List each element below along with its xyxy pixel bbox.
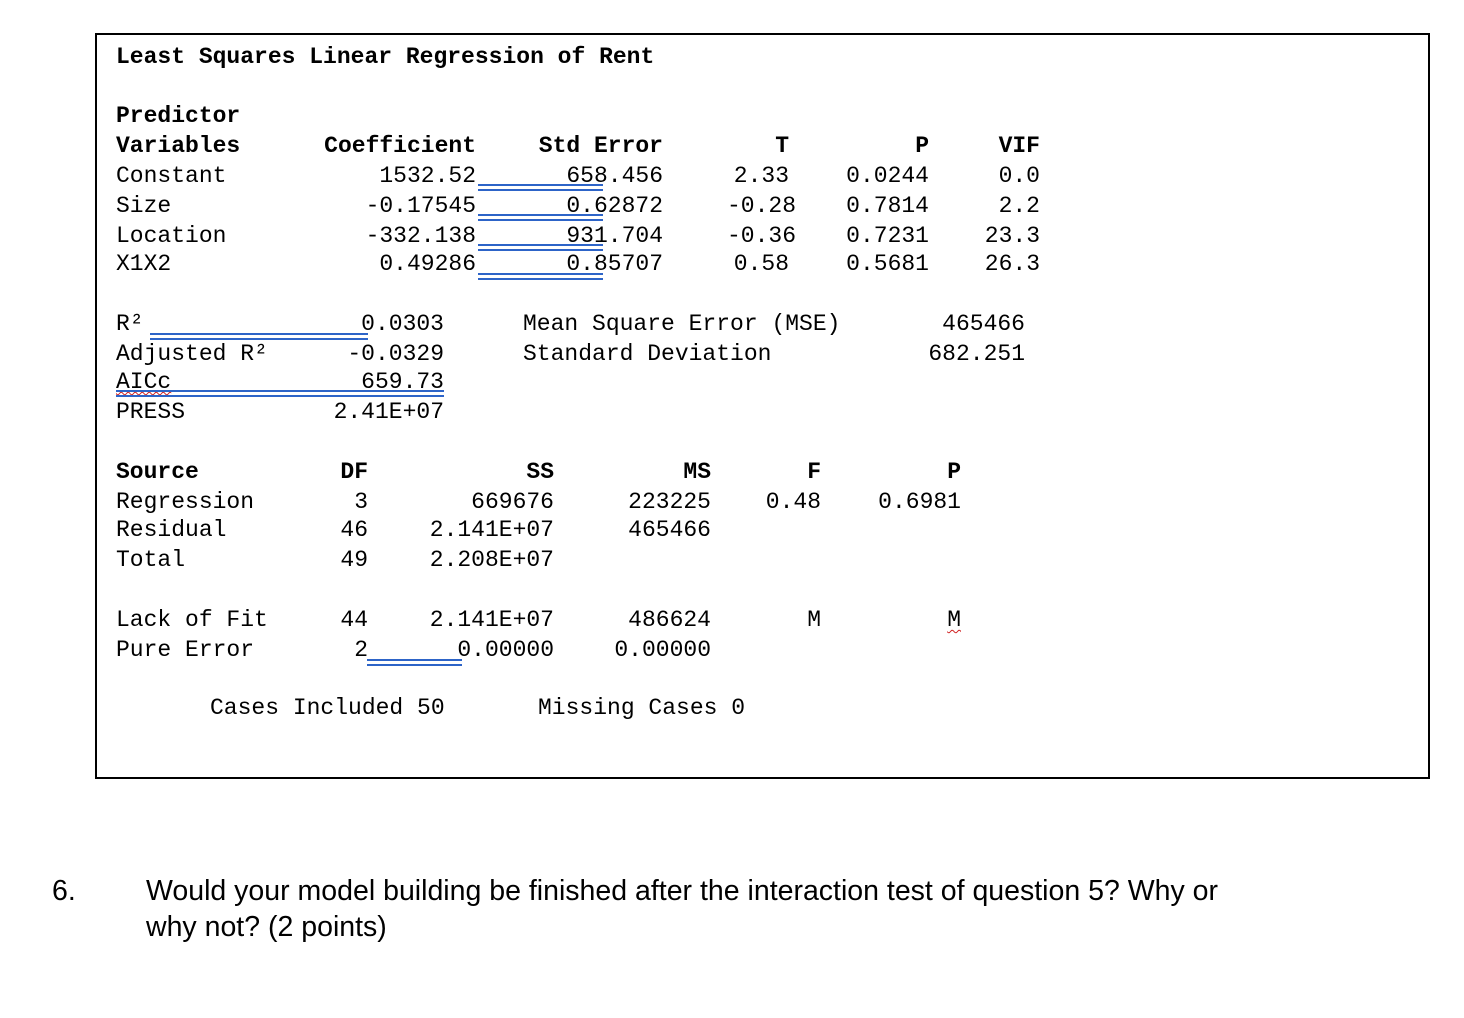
double-underline: [116, 390, 444, 397]
anova-row-ss: 669676: [471, 489, 554, 515]
header-vif: VIF: [998, 133, 1040, 159]
anova-row-source: Total: [116, 547, 186, 573]
missing-cases: Missing Cases 0: [538, 695, 746, 721]
fit-stat-label: R²: [116, 311, 144, 337]
anova-header-source: Source: [116, 459, 199, 485]
anova-row-source: Regression: [116, 489, 255, 515]
coef-row-std-error: 931.704: [566, 223, 663, 249]
coef-row-coefficient: 1532.52: [379, 163, 476, 189]
anova-row-source: Pure Error: [116, 637, 255, 663]
coef-row-p: 0.5681: [846, 251, 929, 277]
header-coefficient: Coefficient: [324, 133, 476, 159]
fit-stat-label: AICc: [116, 369, 172, 395]
coef-row-std-error: 0.62872: [566, 193, 663, 219]
double-underline: [478, 214, 603, 221]
coef-row-coefficient: -0.17545: [365, 193, 476, 219]
anova-row-df: 3: [354, 489, 368, 515]
anova-row-ss: 2.208E+07: [429, 547, 554, 573]
coef-row-coefficient: -332.138: [365, 223, 476, 249]
fit-stat-label: PRESS: [116, 399, 186, 425]
anova-row-ms: 486624: [628, 607, 711, 633]
anova-header-ms: MS: [683, 459, 711, 485]
anova-row-ms: 223225: [628, 489, 711, 515]
coef-row-vif: 26.3: [984, 251, 1040, 277]
coef-row-variable: Location: [116, 223, 227, 249]
coef-row-vif: 2.2: [998, 193, 1040, 219]
coef-row-coefficient: 0.49286: [379, 251, 476, 277]
header-variables: Variables: [116, 133, 241, 159]
anova-row-ss: 2.141E+07: [429, 607, 554, 633]
coef-row-t: -0.36: [727, 223, 797, 249]
fit-stat-label: Mean Square Error (MSE): [523, 311, 841, 337]
coef-row-vif: 0.0: [998, 163, 1040, 189]
coef-row-variable: Constant: [116, 163, 227, 189]
anova-header-f: F: [807, 459, 821, 485]
coef-row-p: 0.7231: [846, 223, 929, 249]
coef-row-variable: Size: [116, 193, 172, 219]
anova-row-p: M: [947, 607, 961, 633]
header-p: P: [915, 133, 929, 159]
fit-stat-value: 2.41E+07: [333, 399, 444, 425]
coef-row-vif: 23.3: [984, 223, 1040, 249]
header-t: T: [775, 133, 789, 159]
anova-row-f: M: [807, 607, 821, 633]
anova-header-p: P: [947, 459, 961, 485]
coef-row-variable: X1X2: [116, 251, 172, 277]
header-predictor: Predictor: [116, 103, 241, 129]
anova-row-p: 0.6981: [878, 489, 961, 515]
anova-row-ss: 0.00000: [457, 637, 554, 663]
fit-stat-label: Adjusted R²: [116, 341, 268, 367]
fit-stat-value: 465466: [942, 311, 1025, 337]
anova-row-df: 44: [340, 607, 368, 633]
fit-stat-value: 659.73: [361, 369, 444, 395]
fit-stat-value: -0.0329: [347, 341, 444, 367]
anova-row-source: Lack of Fit: [116, 607, 268, 633]
anova-row-df: 2: [354, 637, 368, 663]
anova-header-ss: SS: [526, 459, 554, 485]
cases-included: Cases Included 50: [210, 695, 445, 721]
coef-row-t: -0.28: [727, 193, 797, 219]
double-underline: [367, 659, 462, 666]
double-underline: [478, 184, 603, 191]
anova-row-source: Residual: [116, 517, 227, 543]
header-std-error: Std Error: [538, 133, 663, 159]
regression-output-box: [95, 33, 1430, 779]
fit-stat-value: 682.251: [928, 341, 1025, 367]
question-number: 6.: [52, 875, 76, 907]
coef-row-t: 2.33: [733, 163, 789, 189]
double-underline: [478, 244, 603, 251]
coef-row-p: 0.7814: [846, 193, 929, 219]
coef-row-std-error: 658.456: [566, 163, 663, 189]
coef-row-std-error: 0.85707: [566, 251, 663, 277]
anova-row-f: 0.48: [765, 489, 821, 515]
anova-row-df: 46: [340, 517, 368, 543]
fit-stat-value: 0.0303: [361, 311, 444, 337]
double-underline: [150, 333, 368, 340]
fit-stat-label: Standard Deviation: [523, 341, 772, 367]
question-text-line1: Would your model building be finished after the interaction test of question 5? Why or: [146, 875, 1219, 907]
anova-row-ms: 0.00000: [614, 637, 711, 663]
question-text-line2: why not? (2 points): [146, 911, 387, 943]
report-title: Least Squares Linear Regression of Rent: [116, 44, 655, 70]
double-underline: [478, 273, 603, 280]
coef-row-p: 0.0244: [846, 163, 929, 189]
coef-row-t: 0.58: [733, 251, 789, 277]
anova-header-df: DF: [340, 459, 368, 485]
anova-row-df: 49: [340, 547, 368, 573]
anova-row-ss: 2.141E+07: [429, 517, 554, 543]
anova-row-ms: 465466: [628, 517, 711, 543]
